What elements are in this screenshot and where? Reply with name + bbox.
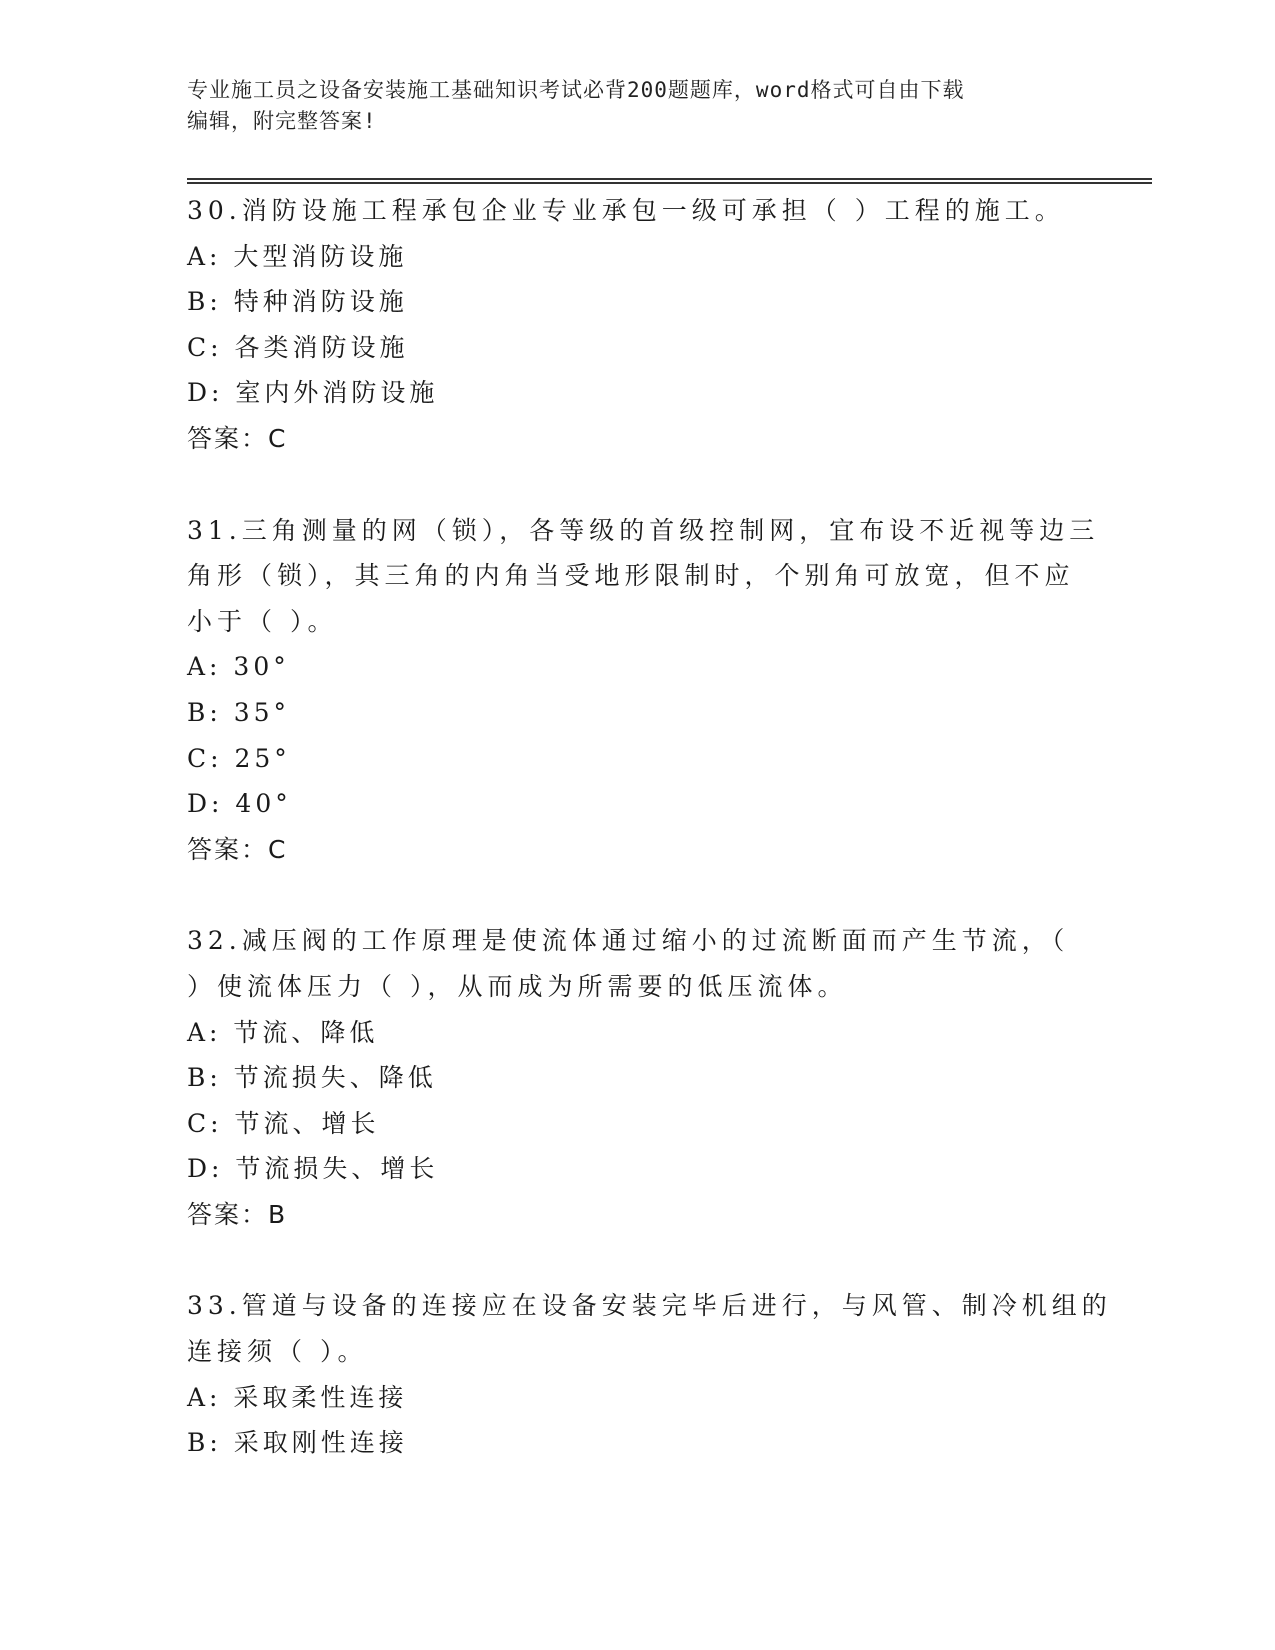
question-32: [187, 918, 1070, 1237]
header-line-2: 编辑，附完整答案!: [187, 109, 377, 133]
option-a: A: 采取柔性连接: [187, 1382, 408, 1412]
question-30: [187, 188, 1067, 462]
stem-line: 33.管道与设备的连接应在设备安装完毕后进行，与风管、制冷机组的: [187, 1291, 1112, 1321]
option-d: D: 室内外消防设施: [187, 378, 439, 408]
question-stem: [187, 188, 1067, 234]
stem-line: 小于（ ）。: [187, 606, 338, 636]
option-b: B: 35°: [187, 697, 291, 727]
option-d: D: 节流损失、增长: [187, 1154, 439, 1184]
question-stem: [187, 508, 1100, 645]
option-d: D: 40°: [187, 789, 292, 819]
stem-line: 角形（锁），其三角的内角当受地形限制时，个别角可放宽，但不应: [187, 561, 1075, 591]
option-c: C: 25°: [187, 743, 291, 773]
option-c: C: 各类消防设施: [187, 332, 409, 362]
rule-line-bottom: [187, 182, 1152, 184]
document-header: [187, 75, 1067, 137]
stem-line: 31.三角测量的网（锁），各等级的首级控制网，宜布设不近视等边三: [187, 515, 1100, 545]
question-list: [187, 188, 1112, 1512]
answer-line: 答案：C: [187, 834, 288, 864]
option-a: A: 节流、降低: [187, 1017, 379, 1047]
rule-line-top: [187, 178, 1152, 180]
question-stem: [187, 1283, 1112, 1374]
question-stem: [187, 918, 1070, 1009]
stem-line: 连接须（ ）。: [187, 1337, 368, 1367]
question-33: [187, 1283, 1112, 1465]
option-b: B: 特种消防设施: [187, 287, 408, 317]
header-double-rule: [187, 178, 1152, 184]
stem-line: 32.减压阀的工作原理是使流体通过缩小的过流断面而产生节流，（: [187, 926, 1070, 956]
option-b: B: 采取刚性连接: [187, 1428, 408, 1458]
stem-line: ）使流体压力（ ），从而成为所需要的低压流体。: [187, 971, 848, 1001]
option-a: A: 大型消防设施: [187, 241, 408, 271]
question-31: [187, 508, 1100, 873]
option-a: A: 30°: [187, 652, 290, 682]
header-line-1: 专业施工员之设备安装施工基础知识考试必背200题题库，word格式可自由下载: [187, 78, 965, 102]
answer-line: 答案：B: [187, 1199, 288, 1229]
option-b: B: 节流损失、降低: [187, 1063, 437, 1093]
option-c: C: 节流、增长: [187, 1108, 380, 1138]
answer-line: 答案：C: [187, 423, 288, 453]
stem-line: 30.消防设施工程承包企业专业承包一级可承担（ ）工程的施工。: [187, 196, 1065, 225]
